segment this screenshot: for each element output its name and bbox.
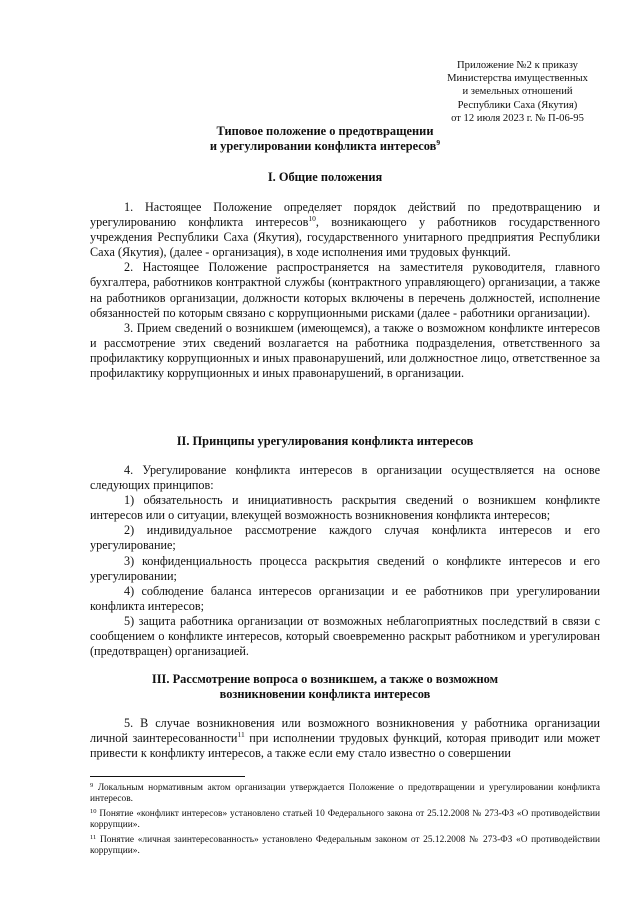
footnotes (90, 783, 600, 860)
title-line-1: Типовое положение о предотвращении (216, 124, 434, 138)
paragraph-text: 3) конфиденциальность процесса раскрытия сведений о конфликте интересов и его урегулировании; (90, 553, 600, 583)
heading-line: II. Принципы урегулирования конфликта интересов (176, 434, 474, 448)
section-1-body (90, 200, 600, 381)
section-heading-1 (60, 170, 590, 185)
paragraph-text: 5. В случае возникновения или возможного возникновения у работника организации личной заинтересованности (90, 716, 600, 746)
footnote-divider (90, 776, 245, 777)
annex-line: Министерства имущественных (447, 73, 588, 85)
paragraph-text: 4) соблюдение баланса интересов организации и ее работников при урегулировании конфликта интересов; (90, 583, 600, 613)
footnote-ref: 9 (436, 138, 441, 147)
principle-3 (90, 554, 600, 584)
document-title (60, 124, 590, 154)
footnote-text: Локальным нормативным актом организации утверждается Положение о предотвращении и урегулировании конфликта интересов. (90, 783, 600, 805)
paragraph-1 (90, 200, 600, 260)
paragraph-4 (90, 463, 600, 493)
principle-5 (90, 614, 600, 659)
annex-line: и земельных отношений (462, 86, 573, 98)
heading-line: I. Общие положения (267, 170, 383, 184)
footnote (90, 783, 600, 806)
heading-line: возникновении конфликта интересов (219, 687, 431, 701)
paragraph-text: при исполнении трудовых функций, которая приводит или может привести к конфликту интересов, а также если ему стало известно о совершении (90, 731, 600, 761)
paragraph-text: 4. Урегулирование конфликта интересов в организации осуществляется на основе следующих принципов: (90, 463, 600, 493)
annex-note (425, 59, 610, 125)
paragraph-5 (90, 716, 600, 761)
paragraph-text: , возникающего у работников государственного учреждения Республики Саха (Якутия), государственного унитарного предприятия Республики Саха (Якутия), (далее - организация), в ходе исполнения ими трудовых функций. (90, 215, 600, 260)
footnote-number: 11 (90, 833, 97, 841)
footnote-text: Понятие «конфликт интересов» установлено статьей 10 Федерального закона от 25.12.2008 № 273-ФЗ «О противодействии коррупции». (90, 808, 600, 831)
section-heading-2 (60, 434, 590, 449)
footnote-number: 10 (90, 807, 97, 815)
section-heading-3 (60, 672, 590, 702)
paragraph-text: 2. Настоящее Положение распространяется на заместителя руководителя, главного бухгалтера, работников контрактной службы (контрактного управляющего) организации, а также на работников организации, должности которых включены в перечень должностей, исполнение обязанностей по которым связано с коррупционными рисками (далее - работники организации). (90, 260, 600, 320)
footnote-text: Понятие «личная заинтересованность» установлено Федеральным законом от 25.12.2008 № 273-ФЗ «О противодействии коррупции». (90, 834, 600, 857)
principle-4 (90, 584, 600, 614)
principle-2 (90, 523, 600, 553)
footnote (90, 835, 600, 858)
annex-line: от 12 июля 2023 г. № П-06-95 (451, 112, 584, 124)
footnote-ref: 10 (308, 214, 316, 224)
footnote (90, 809, 600, 832)
paragraph-text: 5) защита работника организации от возможных неблагоприятных последствий в связи с сообщением о конфликте интересов, который своевременно раскрыт работником и урегулирован (предотвращен) организацией. (90, 613, 600, 659)
paragraph-text: 1. Настоящее Положение определяет порядок действий по предотвращению и урегулированию конфликта интересов (90, 200, 600, 230)
paragraph-text: 1) обязательность и инициативность раскрытия сведений о возникшем конфликте интересов или о ситуации, влекущей возможность возникновения конфликта интересов; (90, 493, 600, 523)
title-line-2 (60, 139, 590, 154)
paragraph-text: 3. Прием сведений о возникшем (имеющемся), а также о возможном конфликте интересов и рассмотрение этих сведений возлагается на работника подразделения, ответственного за профилактику коррупционных и иных правонарушений, или должностное лицо, ответственное за профилактику коррупционных и иных правонарушений, в организации. (90, 320, 600, 381)
footnote-ref: 11 (237, 730, 245, 740)
heading-line: III. Рассмотрение вопроса о возникшем, а также о возможном (151, 672, 499, 686)
paragraph-3 (90, 321, 600, 381)
title-line-2-text: и урегулировании конфликта интересов (209, 139, 437, 153)
section-3-body (90, 716, 600, 761)
paragraph-text: 2) индивидуальное рассмотрение каждого случая конфликта интересов и его урегулирование; (90, 523, 600, 553)
annex-line: Республики Саха (Якутия) (457, 99, 578, 111)
paragraph-2 (90, 260, 600, 320)
section-2-body (90, 463, 600, 659)
principle-1 (90, 493, 600, 523)
footnote-number: 9 (90, 782, 94, 789)
annex-line: Приложение №2 к приказу (457, 60, 578, 71)
